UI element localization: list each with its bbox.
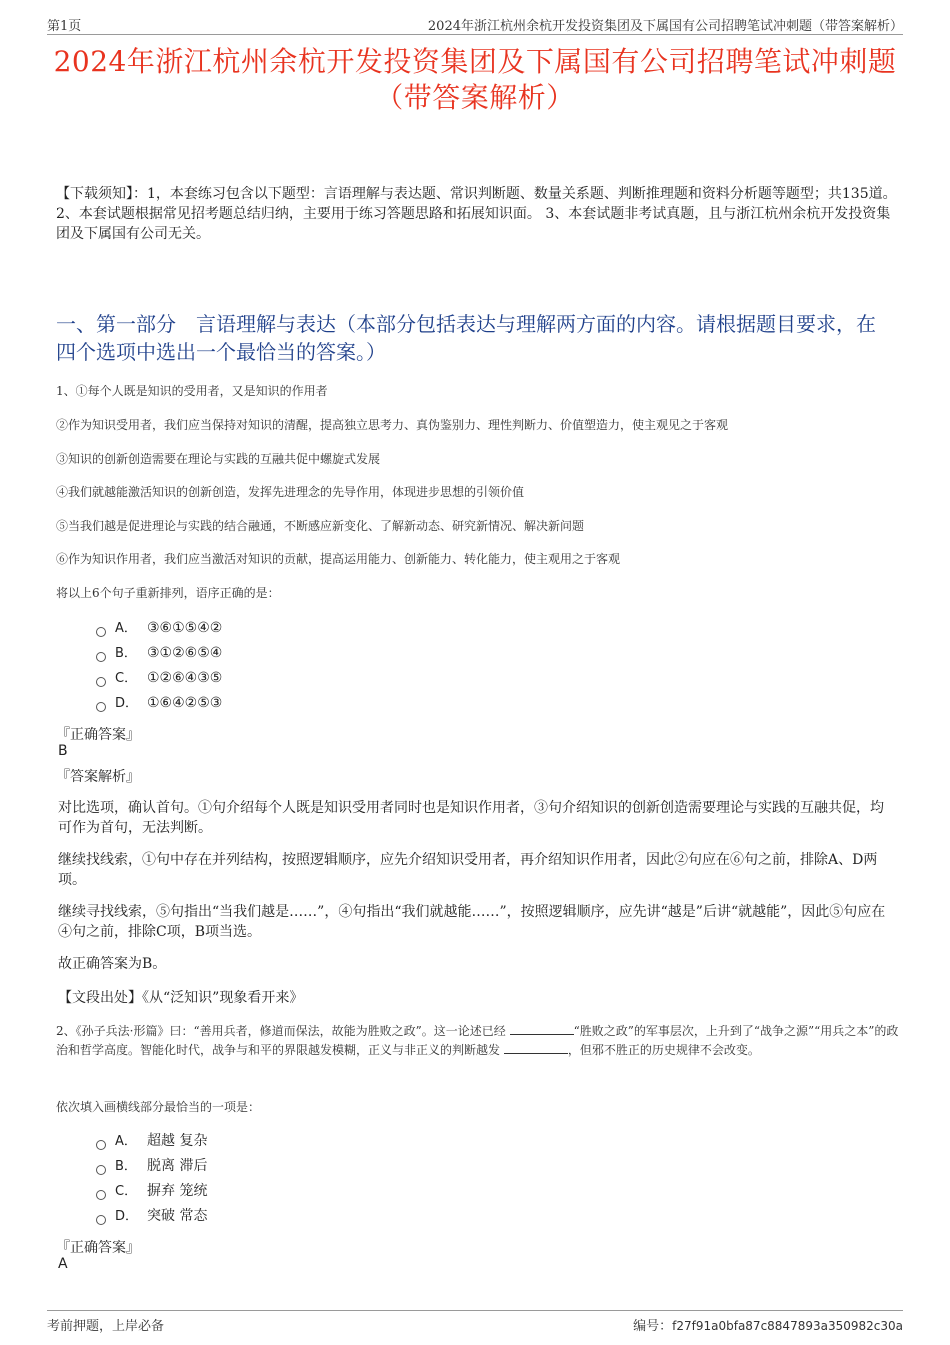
- q2-stem-part: ，但邪不胜正的历史规律不会改变。: [567, 1043, 760, 1057]
- page-footer: [47, 1310, 903, 1337]
- option-text: 脱离 滞后: [147, 1158, 208, 1174]
- q1-option-d[interactable]: [96, 691, 222, 716]
- q1-source: 【文段出处】《从“泛知识”现象看开来》: [58, 990, 304, 1006]
- question-1-sentence: [56, 483, 902, 501]
- q2-answer: A: [58, 1256, 68, 1272]
- radio-icon[interactable]: [96, 1190, 106, 1200]
- question-1-stem: [56, 382, 902, 400]
- q1-line: ③知识的创新创造需要在理论与实践的互融共促中螺旋式发展: [56, 452, 381, 466]
- q1-line: ⑥作为知识作用者，我们应当激活对知识的贡献，提高运用能力、创新能力、转化能力，使主观用之于客观: [56, 552, 621, 566]
- option-text: 摒弃 笼统: [147, 1183, 208, 1199]
- q1-analysis-label: 『答案解析』: [56, 769, 140, 785]
- radio-icon[interactable]: [96, 1140, 106, 1150]
- option-letter: C．: [115, 1184, 138, 1199]
- q2-stem-part: “胜败之政”的军事层次，上升到了“战争之源”“用兵之本”的政治和哲学高度。智能化时代，战争与和平的界限越发模糊，正义与非正义的判断越发: [56, 1024, 899, 1057]
- q2-prompt: 依次填入画横线部分最恰当的一项是：: [56, 1100, 261, 1114]
- header-doc-title: 2024年浙江杭州余杭开发投资集团及下属国有公司招聘笔试冲刺题（带答案解析）: [427, 19, 903, 34]
- question-1-sentence: [56, 450, 902, 468]
- question-1-prompt: [56, 584, 902, 602]
- code-value: f27f91a0bfa87c8847893a350982c30a: [672, 1319, 903, 1333]
- document-title: 2024年浙江杭州余杭开发投资集团及下属国有公司招聘笔试冲刺题（带答案解析）: [53, 45, 897, 114]
- q1-analysis-paragraph: 故正确答案为B。: [58, 956, 167, 972]
- option-letter: D．: [115, 1209, 139, 1224]
- q1-analysis-paragraph: 继续寻找线索，⑤句指出“当我们越是……”，④句指出“我们就越能……”，按照逻辑顺序，应先讲“越是”后讲“就越能”，因此⑤句应在④句之前，排除C项，B项当选。: [58, 904, 886, 940]
- download-notice: 【下载须知】：1，本套练习包含以下题型：言语理解与表达题、常识判断题、数量关系题、判断推理题和资料分析题等题型；共135道。 2、本套试题根据常见招考题总结归纳，主要用于练习答题思路和拓展知识面。 3、本套试题非考试真题，且与浙江杭州余杭开发投资集团及下属国有公司无关。: [56, 186, 897, 242]
- option-text: 超越 复杂: [147, 1133, 208, 1149]
- q1-line: ⑤当我们越是促进理论与实践的结合融通，不断感应新变化、了解新动态、研究新情况、解决新问题: [56, 519, 585, 533]
- option-letter: B．: [115, 1159, 137, 1174]
- q1-prompt: 将以上6个句子重新排列，语序正确的是：: [56, 586, 280, 600]
- option-text: ③⑥①⑤④②: [147, 620, 223, 636]
- option-letter: D．: [115, 696, 139, 711]
- code-label: 编号：: [633, 1319, 673, 1334]
- q1-option-a[interactable]: [96, 616, 222, 641]
- q2-option-c[interactable]: [96, 1179, 207, 1204]
- option-letter: A．: [115, 621, 137, 636]
- q2-answer-label: 『正确答案』: [56, 1240, 140, 1256]
- question-1-sentence: [56, 550, 902, 568]
- footer-code: [633, 1315, 903, 1334]
- option-letter: C．: [115, 671, 138, 686]
- option-text: ①②⑥④③⑤: [147, 670, 223, 686]
- q1-line: ②作为知识受用者，我们应当保持对知识的清醒，提高独立思考力、真伪鉴别力、理性判断力、价值塑造力，使主观见之于客观: [56, 418, 729, 432]
- radio-icon[interactable]: [96, 677, 106, 687]
- radio-icon[interactable]: [96, 652, 106, 662]
- radio-icon[interactable]: [96, 702, 106, 712]
- page-number: 第1页: [47, 19, 82, 34]
- fill-blank[interactable]: [504, 1041, 568, 1054]
- option-letter: A．: [115, 1134, 137, 1149]
- question-1-sentence: [56, 416, 902, 434]
- q1-option-c[interactable]: [96, 666, 222, 691]
- q1-option-b[interactable]: [96, 641, 222, 666]
- question-2-stem: [56, 1022, 902, 1060]
- q1-answer: B: [58, 743, 68, 759]
- option-text: ①⑥④②⑤③: [147, 695, 223, 711]
- q2-options: [96, 1129, 207, 1229]
- q1-options: [96, 616, 222, 716]
- radio-icon[interactable]: [96, 1165, 106, 1175]
- q2-option-a[interactable]: [96, 1129, 207, 1154]
- radio-icon[interactable]: [96, 1215, 106, 1225]
- option-text: 突破 常态: [147, 1208, 208, 1224]
- radio-icon[interactable]: [96, 627, 106, 637]
- q2-stem-part: 2、《孙子兵法·形篇》曰：“善用兵者，修道而保法，故能为胜败之政”。这一论述已经: [56, 1024, 506, 1038]
- q2-option-d[interactable]: [96, 1204, 207, 1229]
- fill-blank[interactable]: [510, 1022, 574, 1035]
- option-letter: B．: [115, 646, 137, 661]
- q1-analysis-paragraph: 继续找线索，①句中存在并列结构，按照逻辑顺序，应先介绍知识受用者，再介绍知识作用者，因此②句应在⑥句之前，排除A、D两项。: [58, 852, 878, 888]
- page-header: [47, 14, 903, 35]
- section-heading: 一、第一部分 言语理解与表达（本部分包括表达与理解两方面的内容。请根据题目要求，在四个选项中选出一个最恰当的答案。）: [56, 312, 876, 364]
- option-text: ③①②⑥⑤④: [147, 645, 223, 661]
- q1-line: 1、①每个人既是知识的受用者，又是知识的作用者: [56, 384, 328, 398]
- q1-answer-label: 『正确答案』: [56, 727, 140, 743]
- q1-analysis-paragraph: 对比选项，确认首句。①句介绍每个人既是知识受用者同时也是知识作用者，③句介绍知识的创新创造需要理论与实践的互融共促，均可作为首句，无法判断。: [58, 800, 884, 836]
- footer-slogan: 考前押题，上岸必备: [47, 1319, 165, 1334]
- question-1-sentence: [56, 517, 902, 535]
- q1-line: ④我们就越能激活知识的创新创造，发挥先进理念的先导作用，体现进步思想的引领价值: [56, 485, 525, 499]
- q2-option-b[interactable]: [96, 1154, 207, 1179]
- question-2-prompt: [56, 1098, 902, 1116]
